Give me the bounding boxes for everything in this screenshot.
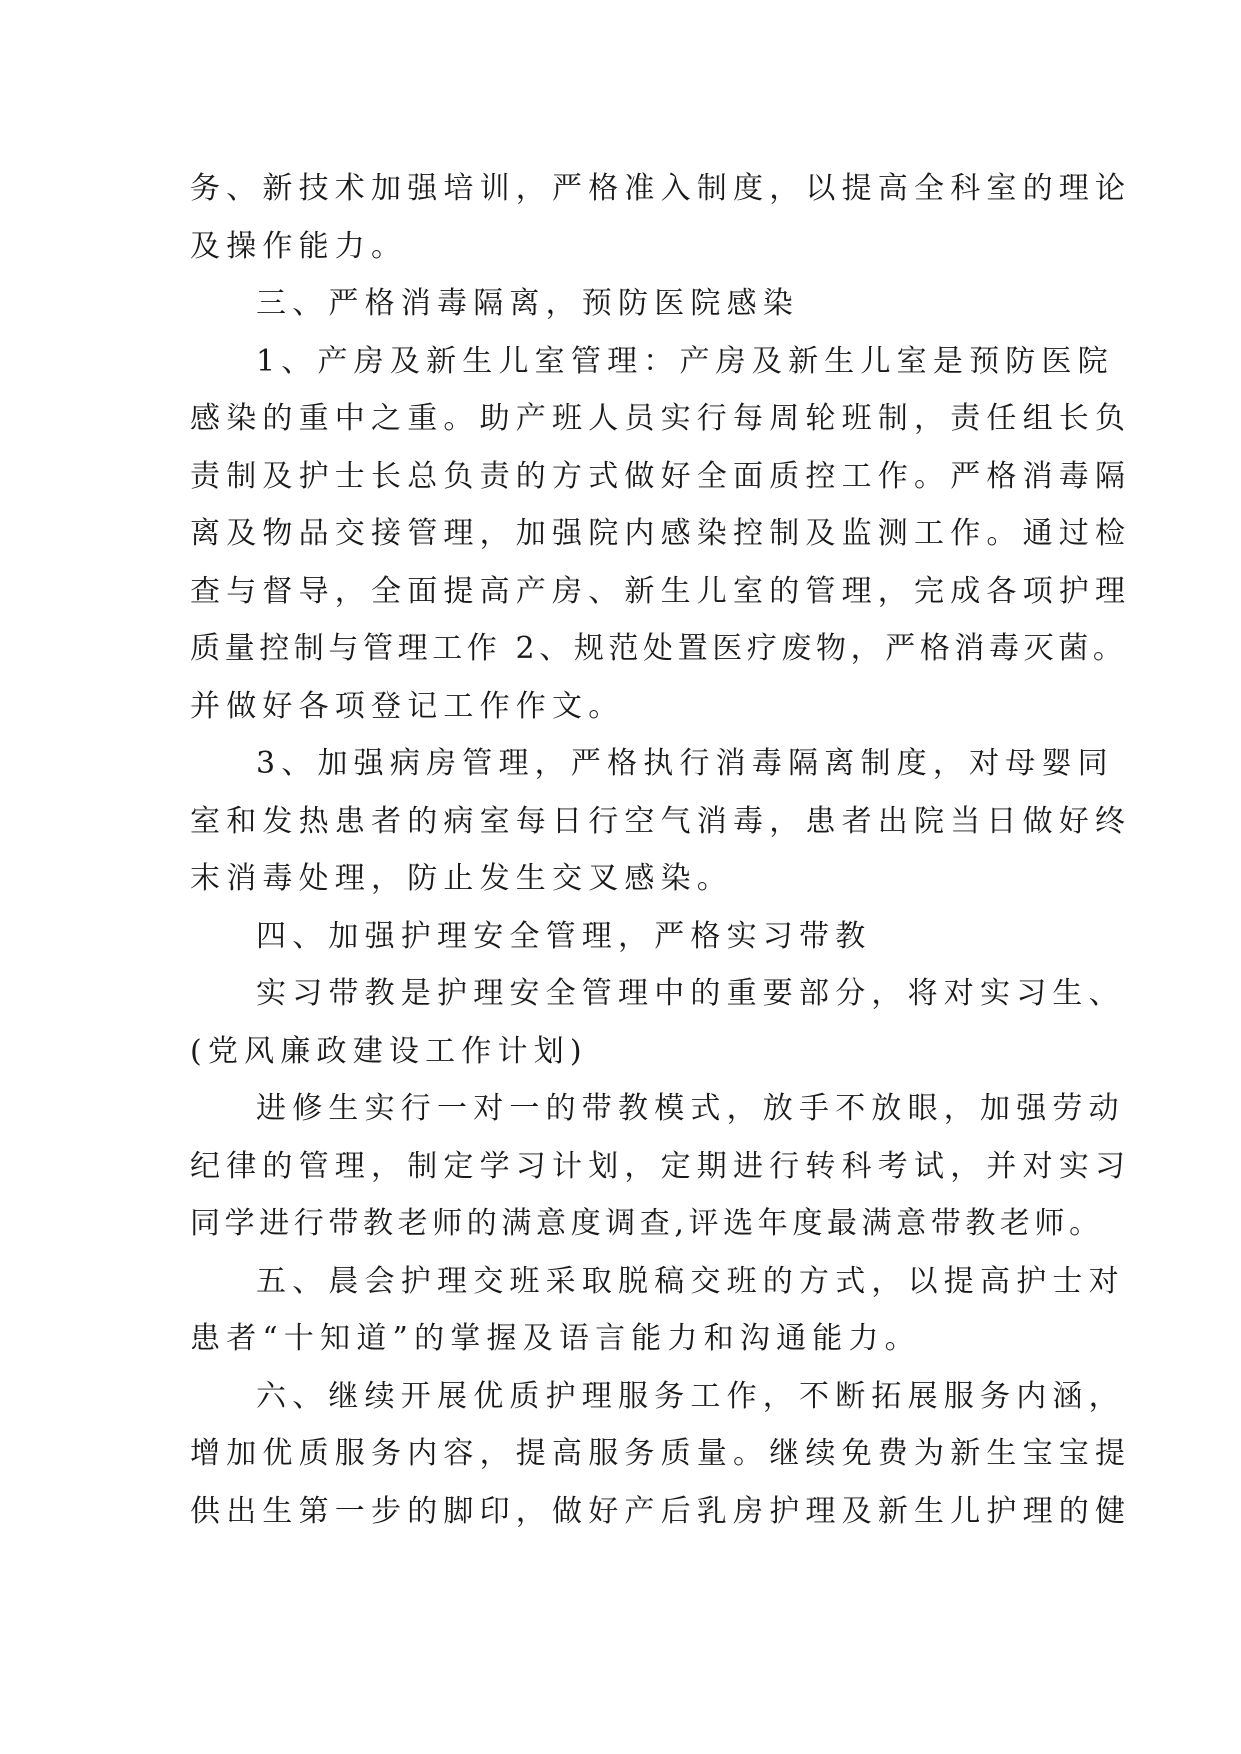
text-line: 室和发热患者的病室每日行空气消毒，患者出院当日做好终	[190, 803, 1132, 839]
document-body	[190, 160, 1132, 1540]
text-line: 患者“十知道”的掌握及语言能力和沟通能力。	[190, 1321, 921, 1356]
section-heading-3: 三、严格消毒隔离，预防医院感染	[256, 286, 799, 321]
text-line: 感染的重中之重。助产班人员实行每周轮班制，责任组长负	[190, 401, 1132, 436]
text-line: 1、产房及新生儿室管理：产房及新生儿室是预防医院	[256, 343, 1114, 379]
text-line: 末消毒处理，防止发生交叉感染。	[190, 861, 733, 896]
text-line: 及操作能力。	[190, 228, 408, 264]
section-heading-5: 五、晨会护理交班采取脱稿交班的方式，以提高护士对	[256, 1263, 1125, 1299]
text-line: 供出生第一步的脚印，做好产后乳房护理及新生儿护理的健	[190, 1493, 1132, 1529]
text-line: 纪律的管理，制定学习计划，定期进行转科考试，并对实习	[190, 1148, 1132, 1184]
text-line: 同学进行带教老师的满意度调查,评选年度最满意带教老师。	[190, 1206, 1104, 1241]
text-line: 3、加强病房管理，严格执行消毒隔离制度，对母婴同	[256, 746, 1114, 781]
text-line: (党风廉政建设工作计划)	[190, 1033, 588, 1069]
text-line: 查与督导，全面提高产房、新生儿室的管理，完成各项护理	[190, 573, 1132, 609]
text-line: 质量控制与管理工作 2、规范处置医疗废物，严格消毒灭菌。	[190, 631, 1128, 666]
text-line: 进修生实行一对一的带教模式，放手不放眼，加强劳动	[256, 1091, 1125, 1126]
text-line: 实习带教是护理安全管理中的重要部分，将对实习生、	[256, 976, 1125, 1011]
text-line: 增加优质服务内容，提高服务质量。继续免费为新生宝宝提	[190, 1436, 1132, 1471]
text-line: 离及物品交接管理，加强院内感染控制及监测工作。通过检	[190, 516, 1132, 551]
text-line: 责制及护士长总负责的方式做好全面质控工作。严格消毒隔	[190, 458, 1132, 494]
text-line: 并做好各项登记工作作文。	[190, 688, 625, 724]
section-heading-6: 六、继续开展优质护理服务工作，不断拓展服务内涵，	[256, 1378, 1125, 1414]
section-heading-4: 四、加强护理安全管理，严格实习带教	[256, 918, 872, 954]
text-line: 务、新技术加强培训，严格准入制度，以提高全科室的理论	[190, 171, 1132, 206]
